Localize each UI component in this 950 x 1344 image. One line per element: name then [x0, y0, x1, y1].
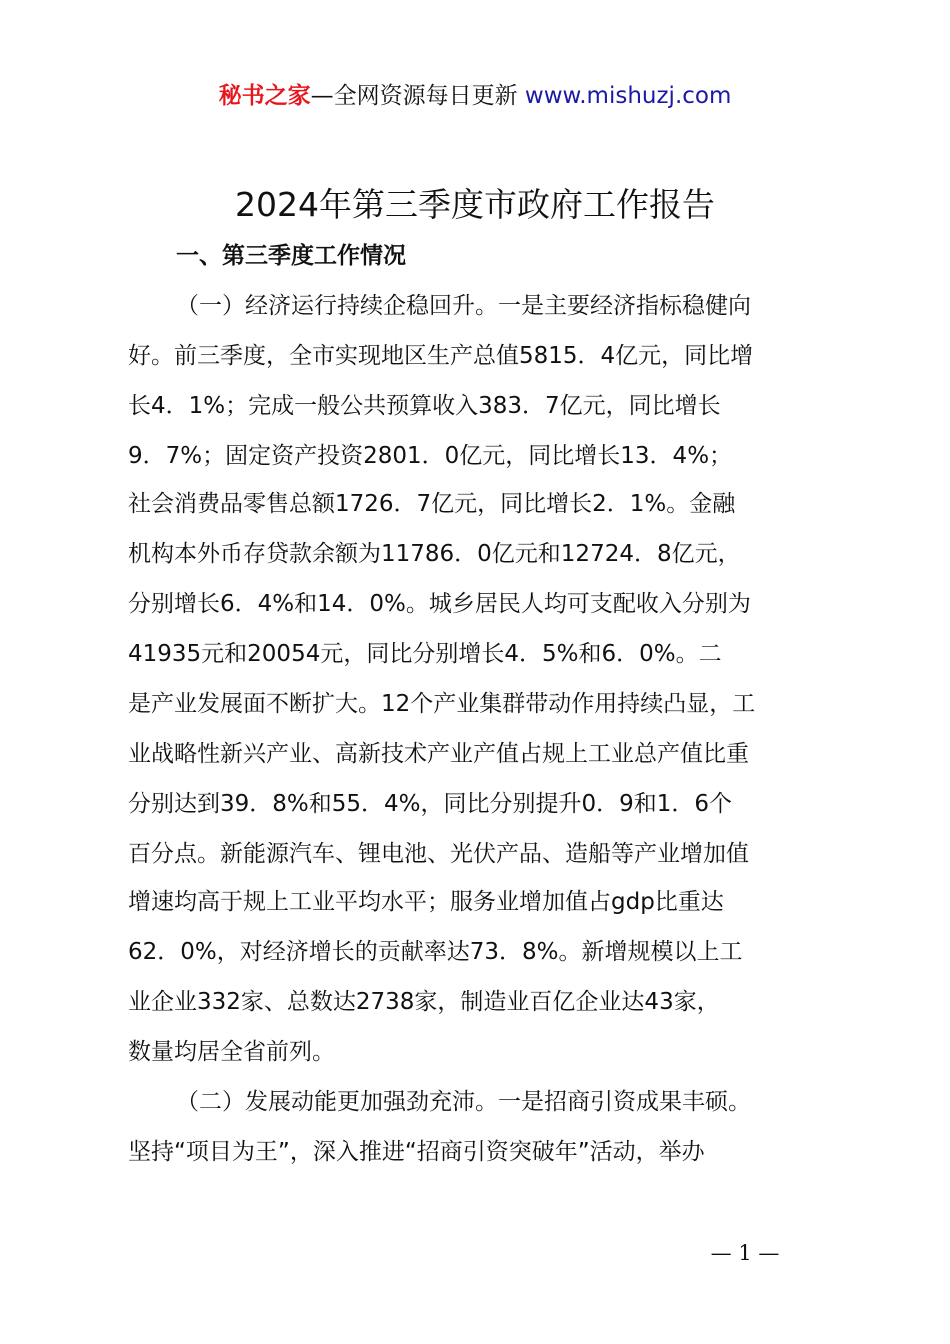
text-line: 业战略性新兴产业、高新技术产业产值占规上工业总产值比重	[128, 741, 749, 767]
section-heading: 一、第三季度工作情况	[176, 243, 406, 269]
page-number: — 1 —	[710, 1241, 780, 1265]
text-line: 机构本外币存贷款余额为11786．0亿元和12724．8亿元，	[128, 541, 741, 567]
text-line: 数量均居全省前列。	[128, 1039, 335, 1065]
site-url-link[interactable]: www.mishuzj.com	[524, 83, 732, 109]
text-line: 62．0%，对经济增长的贡献率达73．8%。新增规模以上工	[128, 939, 743, 965]
text-line: 好。前三季度，全市实现地区生产总值5815．4亿元，同比增	[128, 343, 754, 369]
text-line: 是产业发展面不断扩大。12个产业集群带动作用持续凸显，工	[128, 691, 756, 717]
text-line: 增速均高于规上工业平均水平；服务业增加值占gdp比重达	[128, 889, 724, 915]
text-line: 百分点。新能源汽车、锂电池、光伏产品、造船等产业增加值	[128, 841, 749, 867]
banner-tagline: —全网资源每日更新	[310, 83, 518, 109]
text-line: （二）发展动能更加强劲充沛。一是招商引资成果丰硕。	[176, 1089, 751, 1115]
site-banner	[0, 78, 950, 114]
text-line: 长4．1%；完成一般公共预算收入383．7亿元，同比增长	[128, 393, 721, 419]
text-line: 社会消费品零售总额1726．7亿元，同比增长2．1%。金融	[128, 491, 736, 517]
text-line: 业企业332家、总数达2738家，制造业百亿企业达43家，	[128, 989, 720, 1015]
text-line: 9．7%；固定资产投资2801．0亿元，同比增长13．4%；	[128, 443, 733, 469]
text-line: 坚持“项目为王”，深入推进“招商引资突破年”活动，举办	[128, 1139, 705, 1165]
text-line: 41935元和20054元，同比分别增长4．5%和6．0%。二	[128, 641, 722, 667]
brand-name: 秘书之家	[218, 83, 311, 109]
document-title: 2024年第三季度市政府工作报告	[235, 185, 715, 224]
text-line: 分别增长6．4%和14．0%。城乡居民人均可支配收入分别为	[128, 591, 751, 617]
text-line: 分别达到39．8%和55．4%，同比分别提升0．9和1．6个	[128, 791, 733, 817]
text-line: （一）经济运行持续企稳回升。一是主要经济指标稳健向	[176, 293, 751, 319]
